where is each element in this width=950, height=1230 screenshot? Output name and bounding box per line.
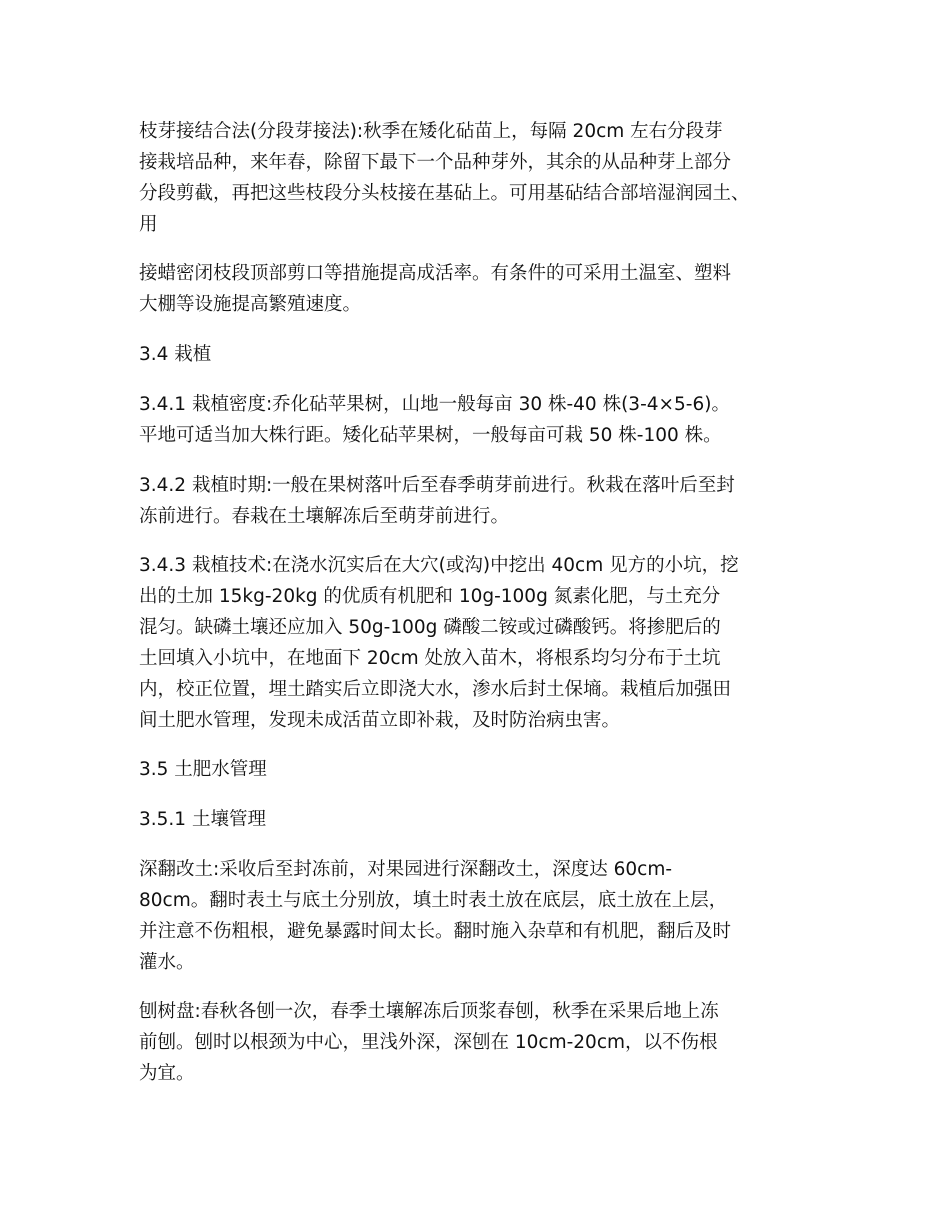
text-line: 深翻改土:采收后至封冻前，对果园进行深翻改土，深度达 60cm-	[139, 859, 673, 880]
section-heading-3-5-1	[139, 804, 829, 835]
paragraph-planting-time	[139, 470, 829, 532]
text-line: 出的土加 15kg-20kg 的优质有机肥和 10g-100g 氮素化肥，与土充分	[139, 586, 721, 607]
text-line: 3.4.3 栽植技术:在浇水沉实后在大穴(或沟)中挖出 40cm 见方的小坑，挖	[139, 555, 739, 576]
text-line: 灌水。	[139, 952, 195, 973]
text-line: 用	[139, 214, 158, 235]
text-line: 并注意不伤粗根，避免暴露时间太长。翻时施入杂草和有机肥，翻后及时	[139, 921, 732, 942]
text-line: 接蜡密闭枝段顶部剪口等措施提高成活率。有条件的可采用土温室、塑料	[139, 263, 732, 284]
text-line: 刨树盘:春秋各刨一次，春季土壤解冻后顶浆春刨，秋季在采果后地上冻	[139, 1001, 719, 1022]
text-line: 冻前进行。春栽在土壤解冻后至萌芽前进行。	[139, 506, 510, 527]
text-line: 土回填入小坑中，在地面下 20cm 处放入苗木，将根系均匀分布于土坑	[139, 648, 721, 669]
text-line: 分段剪截，再把这些枝段分头枝接在基砧上。可用基砧结合部培湿润园土、	[139, 183, 750, 204]
text-line: 大棚等设施提高繁殖速度。	[139, 294, 362, 315]
text-line: 枝芽接结合法(分段芽接法):秋季在矮化砧苗上，每隔 20cm 左右分段芽	[139, 121, 723, 142]
paragraph-grafting-method	[139, 116, 829, 240]
text-line: 80cm。翻时表土与底土分别放，填土时表土放在底层，底土放在上层，	[139, 890, 728, 911]
paragraph-planting-density	[139, 389, 829, 451]
text-line: 3.4.2 栽植时期:一般在果树落叶后至春季萌芽前进行。秋栽在落叶后至封	[139, 475, 735, 496]
heading-text: 3.5 土肥水管理	[139, 759, 267, 780]
text-line: 混匀。缺磷土壤还应加入 50g-100g 磷酸二铵或过磷酸钙。将掺肥后的	[139, 617, 721, 638]
heading-text: 3.5.1 土壤管理	[139, 809, 266, 830]
text-line: 接栽培品种，来年春，除留下最下一个品种芽外，其余的从品种芽上部分	[139, 152, 732, 173]
paragraph-planting-technique	[139, 550, 829, 736]
text-line: 3.4.1 栽植密度:乔化砧苹果树，山地一般每亩 30 株-40 株(3-4×5-6)。	[139, 394, 730, 415]
heading-text: 3.4 栽植	[139, 344, 212, 365]
text-line: 为宜。	[139, 1063, 195, 1084]
paragraph-tree-tray	[139, 996, 829, 1089]
text-line: 间土肥水管理，发现未成活苗立即补栽，及时防治病虫害。	[139, 710, 621, 731]
paragraph-deep-plowing	[139, 854, 829, 978]
text-line: 平地可适当加大株行距。矮化砧苹果树，一般每亩可栽 50 株-100 株。	[139, 425, 722, 446]
text-line: 内，校正位置，埋土踏实后立即浇大水，渗水后封土保墒。栽植后加强田	[139, 679, 732, 700]
section-heading-3-5	[139, 754, 829, 785]
text-line: 前刨。刨时以根颈为中心，里浅外深，深刨在 10cm-20cm，以不伤根	[139, 1032, 718, 1053]
paragraph-grafting-wax	[139, 258, 829, 320]
section-heading-3-4	[139, 339, 829, 370]
